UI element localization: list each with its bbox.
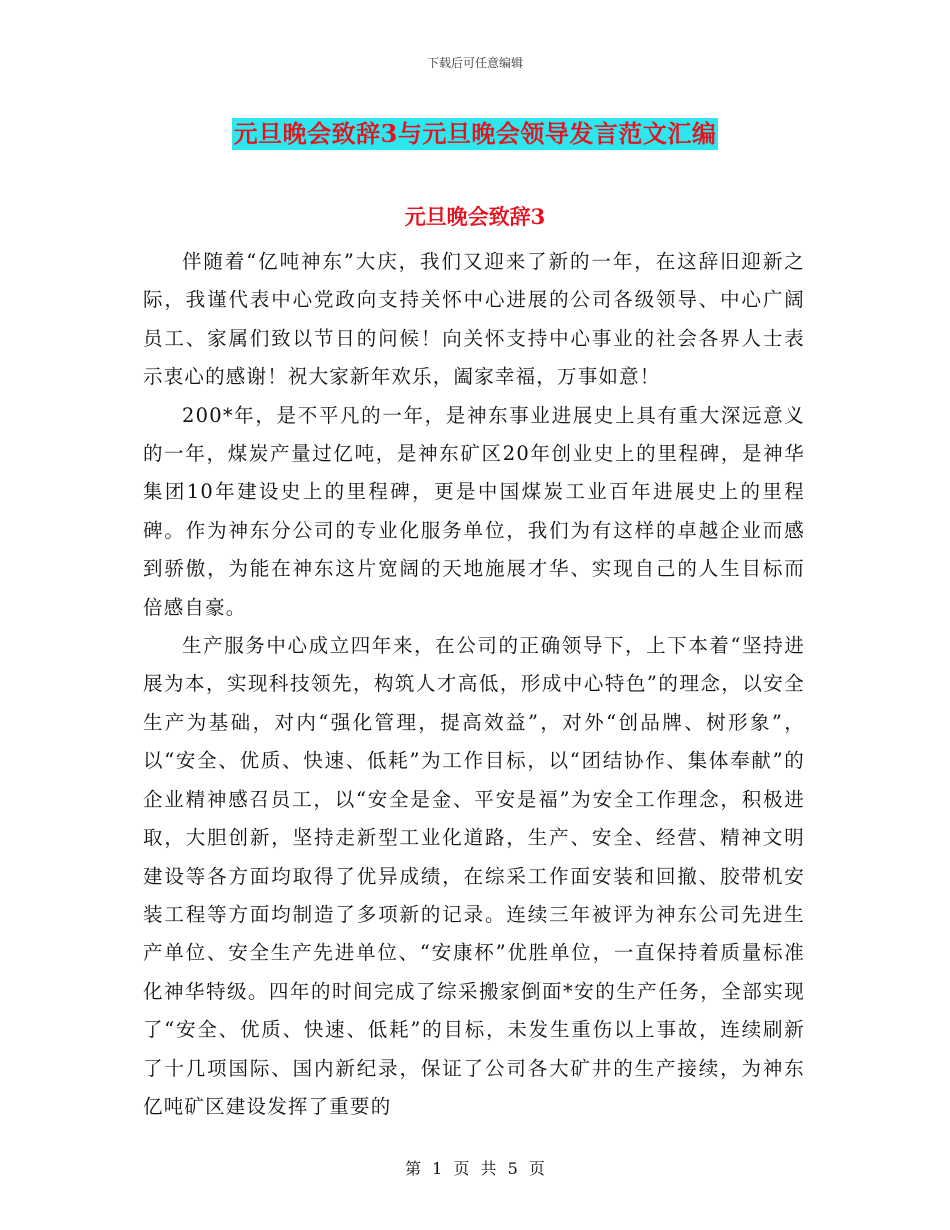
paragraph-1: 伴随着“亿吨神东”大庆，我们又迎来了新的一年，在这辞旧迎新之际，我谨代表中心党政向支持关怀中心进展的公司各级领导、中心广阔员工、家属们致以节日的问候！向关怀支持中心事业的社会各界人士表示衷心的感谢！祝大家新年欢乐，阖家幸福，万事如意！ bbox=[143, 250, 805, 389]
section-heading: 元旦晚会致辞3 bbox=[404, 204, 546, 229]
document-title bbox=[0, 112, 950, 150]
page-footer-page-number: 第 1 页 共 5 页 bbox=[405, 1159, 545, 1178]
document-body bbox=[143, 243, 805, 1126]
document-title-text: 元旦晚会致辞3与元旦晚会领导发言范文汇编 bbox=[233, 119, 717, 148]
page-header-note: 下载后可任意编辑 bbox=[426, 56, 523, 70]
paragraph-2: 200*年，是不平凡的一年，是神东事业进展史上具有重大深远意义的一年，煤炭产量过亿吨，是神东矿区20年创业史上的里程碑，是神华集团10年建设史上的里程碑，更是中国煤炭工业百年进展史上的里程碑。作为神东分公司的专业化服务单位，我们为有这样的卓越企业而感到骄傲，为能在神东这片宽阔的天地施展才华、实现自己的人生目标而倍感自豪。 bbox=[143, 403, 805, 619]
paragraph-3: 生产服务中心成立四年来，在公司的正确领导下，上下本着“坚持进展为本，实现科技领先，构筑人才高低，形成中心特色”的理念，以安全生产为基础，对内“强化管理，提高效益”，对外“创品牌、树形象”，以“安全、优质、快速、低耗”为工作目标，以“团结协作、集体奉献”的企业精神感召员工，以“安全是金、平安是福”为安全工作理念，积极进取，大胆创新，坚持走新型工业化道路，生产、安全、经营、精神文明建设等各方面均取得了优异成绩，在综采工作面安装和回撤、胶带机安装工程等方面均制造了多项新的记录。连续三年被评为神东公司先进生产单位、安全生产先进单位、“安康杯”优胜单位，一直保持着质量标准化神华特级。四年的时间完成了综采搬家倒面*安的生产任务，全部实现了“安全、优质、快速、低耗”的目标，未发生重伤以上事故，连续刷新了十几项国际、国内新纪录，保证了公司各大矿井的生产接续，为神东亿吨矿区建设发挥了重要的 bbox=[143, 634, 805, 1118]
